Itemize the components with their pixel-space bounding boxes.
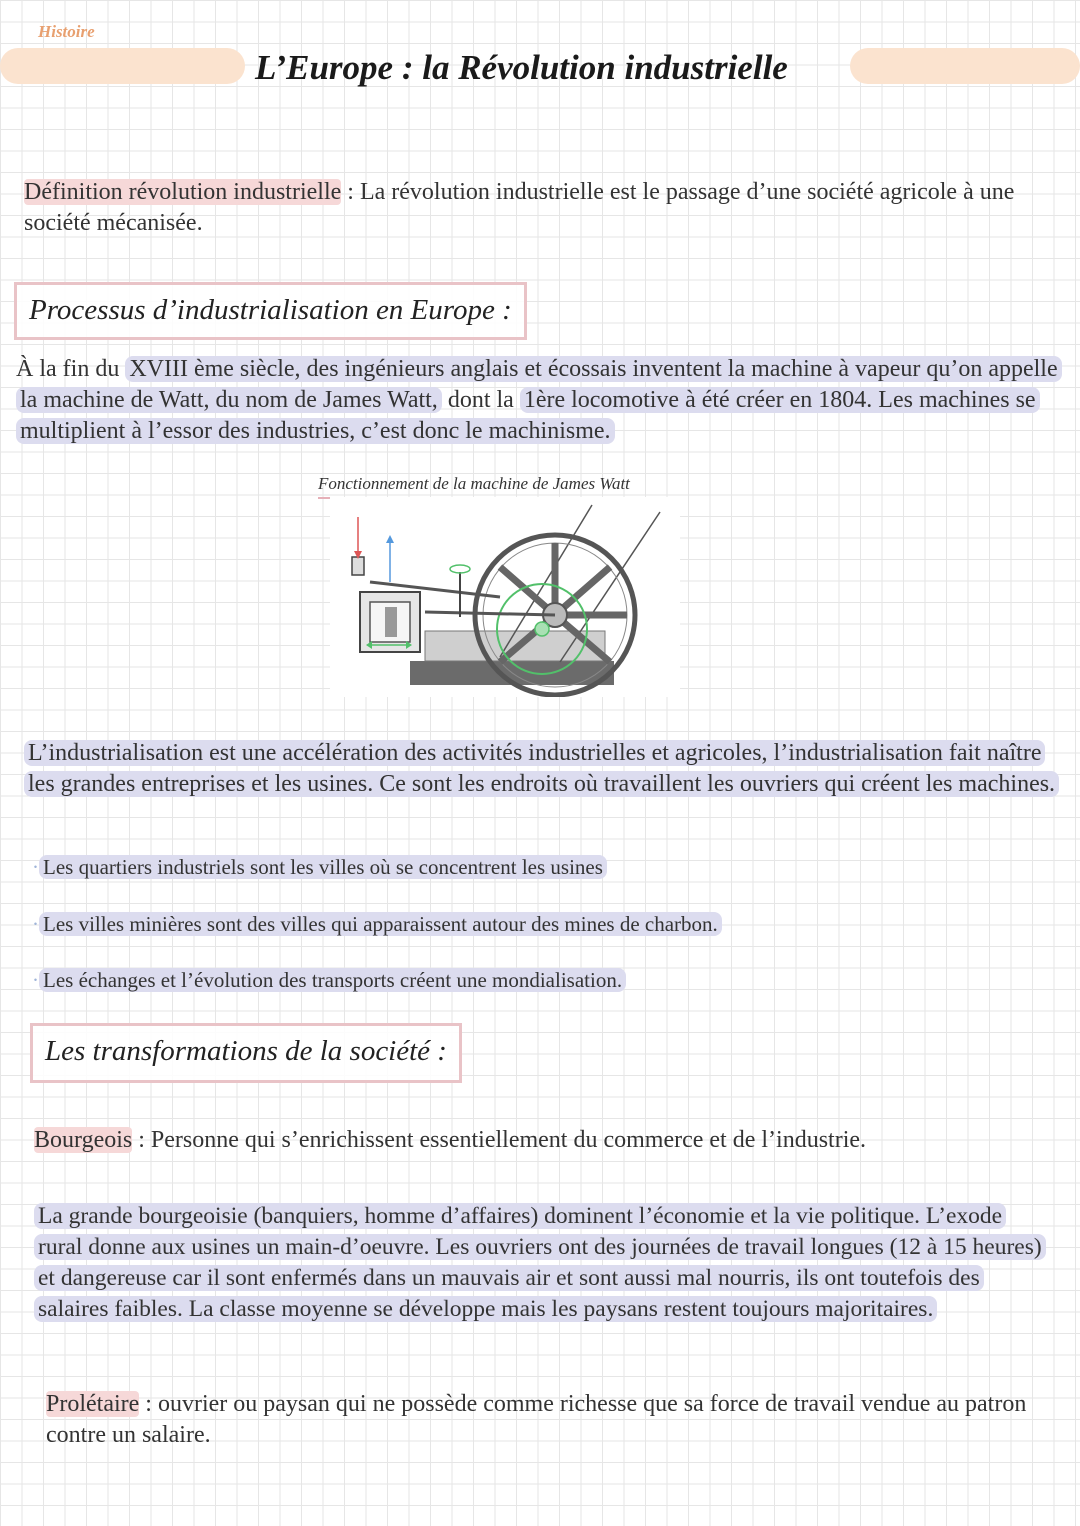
proletaire-definition: [46, 1389, 1046, 1451]
definition-paragraph: [24, 177, 1069, 239]
para-part-3: dont la: [441, 387, 520, 413]
bullet-strong: [39, 855, 607, 879]
bullet-dot: ·: [32, 912, 39, 936]
bullet-strong-text: Les villes minières: [43, 912, 202, 936]
society-paragraph: [34, 1201, 1044, 1325]
bullet-dot: ·: [32, 968, 39, 992]
proletaire-term: Prolétaire: [46, 1391, 140, 1417]
page-title: L’Europe : la Révolution industrielle: [255, 48, 788, 87]
watt-machine-illustration: [330, 497, 680, 697]
proletaire-text: : ouvrier ou paysan qui ne possède comme richesse que sa force de travail vendue au patron contre un salaire.: [46, 1391, 1027, 1448]
industrialisation-paragraph-2-text: L’industrialisation est une accélération des activités industrielles et agricoles, l’industrialisation fait naître les grandes entreprises et les usines. Ce sont les endroits où travaillent les ouvriers qui créent les machines.: [24, 740, 1059, 797]
bullet-text: sont les villes où se concentrent les usines: [244, 855, 603, 879]
society-paragraph-text: La grande bourgeoisie (banquiers, homme d’affaires) dominent l’économie et la vie politique. L’exode rural donne aux usines un main-d’oeuvre. Les ouvriers ont des journées de travail longues (12 à 15 heures) et dangereuse car il sont enfermés dans un mauvais air et sont aussi mal nourris, ils ont toutefois des salaires faibles. La classe moyenne se développe mais les paysans restent toujours majoritaires.: [34, 1203, 1046, 1322]
section-heading-society: Les transformations de la société :: [30, 1023, 462, 1083]
bullet-strong: [39, 968, 626, 992]
bourgeois-definition: [34, 1125, 1064, 1156]
para-part-2: XVIII ème siècle, des ingénieurs anglais et écossais inventent la machine à vapeur qu’on appelle la machine de Watt, du nom de James Watt,: [16, 356, 1062, 413]
bullet-dot: ·: [32, 855, 39, 879]
definition-text: : La révolution industrielle est le passage d’une société agricole à une société mécanisée.: [24, 179, 1015, 236]
subject-label: Histoire: [38, 22, 95, 41]
para-part-1: À la fin du: [16, 356, 126, 382]
bullet-item: [32, 968, 626, 993]
bullet-item: [32, 912, 722, 937]
bullet-strong-text: Les quartiers industriels: [43, 855, 245, 879]
bullet-text: créent une mondialisation.: [394, 968, 623, 992]
bullet-strong: [39, 912, 722, 936]
bourgeois-text: : Personne qui s’enrichissent essentiellement du commerce et de l’industrie.: [132, 1127, 867, 1153]
bullet-strong-text: Les échanges et l’évolution des transports: [43, 968, 395, 992]
industrialisation-paragraph-2: [24, 738, 1069, 800]
bullet-item: [32, 855, 607, 880]
title-band-left: [0, 48, 245, 84]
definition-term: Définition révolution industrielle: [24, 179, 342, 205]
industrialisation-paragraph: [16, 354, 1066, 447]
bourgeois-term: Bourgeois: [34, 1127, 133, 1153]
bullet-text: sont des villes qui apparaissent autour des mines de charbon.: [201, 912, 718, 936]
watt-machine-figure: [330, 497, 680, 697]
section-heading-industrialisation: Processus d’industrialisation en Europe :: [14, 282, 527, 340]
para-part-4: 1ère locomotive à été créer en 1804. Les machines se multiplient à l’essor des industries, c’est donc le machinisme.: [16, 387, 1040, 444]
figure-caption: Fonctionnement de la machine de James Watt: [318, 474, 663, 499]
title-band-right: [850, 48, 1080, 84]
